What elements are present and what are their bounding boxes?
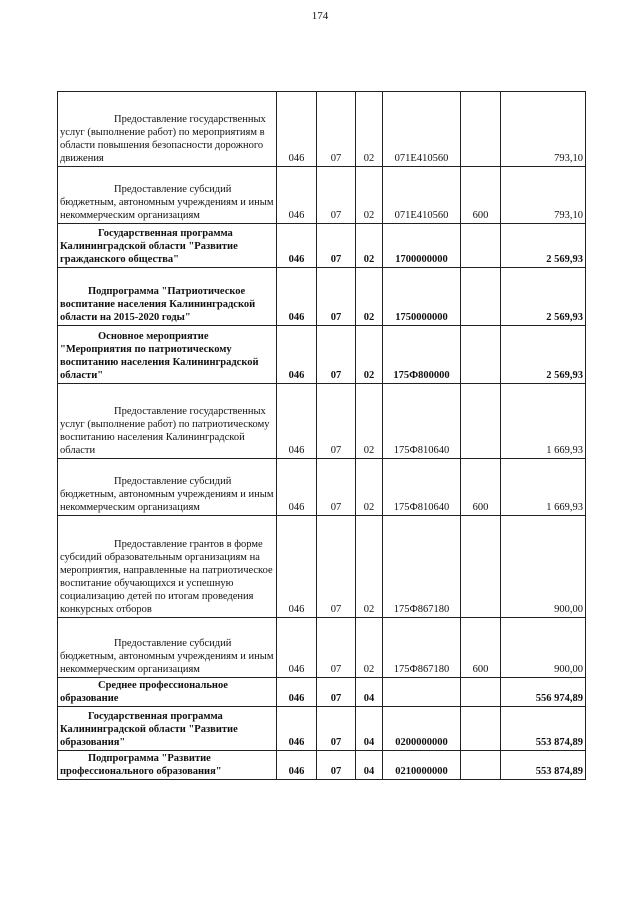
subsection-code: 04 xyxy=(356,751,383,780)
table-row xyxy=(58,678,586,707)
table-row xyxy=(58,459,586,516)
amount: 556 974,89 xyxy=(501,678,586,707)
table-row xyxy=(58,384,586,459)
row-name: Предоставление субсидий бюджетным, автономным учреждениям и иным некоммерческим организациям xyxy=(58,618,277,678)
ministry-code: 046 xyxy=(277,618,317,678)
target-code: 0210000000 xyxy=(383,751,461,780)
ministry-code: 046 xyxy=(277,326,317,384)
section-code: 07 xyxy=(317,459,356,516)
table-row xyxy=(58,751,586,780)
row-name: Основное мероприятие "Мероприятия по патриотическому воспитанию населения Калининградской области" xyxy=(58,326,277,384)
section-code: 07 xyxy=(317,268,356,326)
subsection-code: 02 xyxy=(356,516,383,618)
row-name: Государственная программа Калининградской области "Развитие образования" xyxy=(58,707,277,751)
table-row xyxy=(58,707,586,751)
table-row xyxy=(58,268,586,326)
target-code: 175Ф800000 xyxy=(383,326,461,384)
table-row xyxy=(58,516,586,618)
section-code: 07 xyxy=(317,326,356,384)
row-name: Предоставление грантов в форме субсидий образовательным организациям на мероприятия, направленные на патриотическое воспитание обучающихся и успешную социализацию детей по итогам проведения конкурсных отборов xyxy=(58,516,277,618)
row-name: Предоставление субсидий бюджетным, автономным учреждениям и иным некоммерческим организациям xyxy=(58,167,277,224)
amount: 2 569,93 xyxy=(501,224,586,268)
expense-type-code xyxy=(461,326,501,384)
expense-type-code: 600 xyxy=(461,459,501,516)
table-row xyxy=(58,167,586,224)
ministry-code: 046 xyxy=(277,678,317,707)
amount: 1 669,93 xyxy=(501,459,586,516)
amount: 900,00 xyxy=(501,618,586,678)
table-row xyxy=(58,618,586,678)
subsection-code: 04 xyxy=(356,707,383,751)
subsection-code: 04 xyxy=(356,678,383,707)
expense-type-code xyxy=(461,268,501,326)
subsection-code: 02 xyxy=(356,459,383,516)
amount: 553 874,89 xyxy=(501,707,586,751)
ministry-code: 046 xyxy=(277,224,317,268)
ministry-code: 046 xyxy=(277,707,317,751)
row-name: Государственная программа Калининградской области "Развитие гражданского общества" xyxy=(58,224,277,268)
target-code: 071E410560 xyxy=(383,167,461,224)
ministry-code: 046 xyxy=(277,516,317,618)
section-code: 07 xyxy=(317,92,356,167)
target-code xyxy=(383,678,461,707)
section-code: 07 xyxy=(317,678,356,707)
expense-type-code xyxy=(461,516,501,618)
section-code: 07 xyxy=(317,516,356,618)
section-code: 07 xyxy=(317,751,356,780)
subsection-code: 02 xyxy=(356,167,383,224)
subsection-code: 02 xyxy=(356,224,383,268)
target-code: 071E410560 xyxy=(383,92,461,167)
expense-type-code: 600 xyxy=(461,618,501,678)
expense-type-code xyxy=(461,707,501,751)
expense-type-code xyxy=(461,678,501,707)
section-code: 07 xyxy=(317,618,356,678)
section-code: 07 xyxy=(317,224,356,268)
amount: 1 669,93 xyxy=(501,384,586,459)
row-name: Предоставление государственных услуг (выполнение работ) по мероприятиям в области повышения безопасности дорожного движения xyxy=(58,92,277,167)
amount: 2 569,93 xyxy=(501,326,586,384)
amount: 553 874,89 xyxy=(501,751,586,780)
ministry-code: 046 xyxy=(277,459,317,516)
amount: 900,00 xyxy=(501,516,586,618)
subsection-code: 02 xyxy=(356,268,383,326)
target-code: 175Ф867180 xyxy=(383,618,461,678)
ministry-code: 046 xyxy=(277,751,317,780)
table-row xyxy=(58,326,586,384)
row-name: Подпрограмма "Развитие профессионального образования" xyxy=(58,751,277,780)
ministry-code: 046 xyxy=(277,268,317,326)
subsection-code: 02 xyxy=(356,384,383,459)
page-number: 174 xyxy=(311,10,329,22)
amount: 2 569,93 xyxy=(501,268,586,326)
section-code: 07 xyxy=(317,707,356,751)
row-name: Подпрограмма "Патриотическое воспитание населения Калининградской области на 2015-2020 годы" xyxy=(58,268,277,326)
section-code: 07 xyxy=(317,384,356,459)
subsection-code: 02 xyxy=(356,92,383,167)
expense-type-code xyxy=(461,224,501,268)
target-code: 175Ф810640 xyxy=(383,384,461,459)
target-code: 175Ф867180 xyxy=(383,516,461,618)
ministry-code: 046 xyxy=(277,92,317,167)
table-row xyxy=(58,92,586,167)
row-name: Предоставление государственных услуг (выполнение работ) по патриотическому воспитанию населения Калининградской области xyxy=(58,384,277,459)
target-code: 1700000000 xyxy=(383,224,461,268)
target-code: 1750000000 xyxy=(383,268,461,326)
expense-type-code xyxy=(461,384,501,459)
expense-type-code: 600 xyxy=(461,167,501,224)
target-code: 175Ф810640 xyxy=(383,459,461,516)
subsection-code: 02 xyxy=(356,326,383,384)
row-name: Предоставление субсидий бюджетным, автономным учреждениям и иным некоммерческим организациям xyxy=(58,459,277,516)
section-code: 07 xyxy=(317,167,356,224)
amount: 793,10 xyxy=(501,167,586,224)
ministry-code: 046 xyxy=(277,384,317,459)
ministry-code: 046 xyxy=(277,167,317,224)
row-name: Среднее профессиональное образование xyxy=(58,678,277,707)
expense-type-code xyxy=(461,92,501,167)
target-code: 0200000000 xyxy=(383,707,461,751)
expense-type-code xyxy=(461,751,501,780)
subsection-code: 02 xyxy=(356,618,383,678)
amount: 793,10 xyxy=(501,92,586,167)
table-row xyxy=(58,224,586,268)
budget-table xyxy=(57,91,586,780)
